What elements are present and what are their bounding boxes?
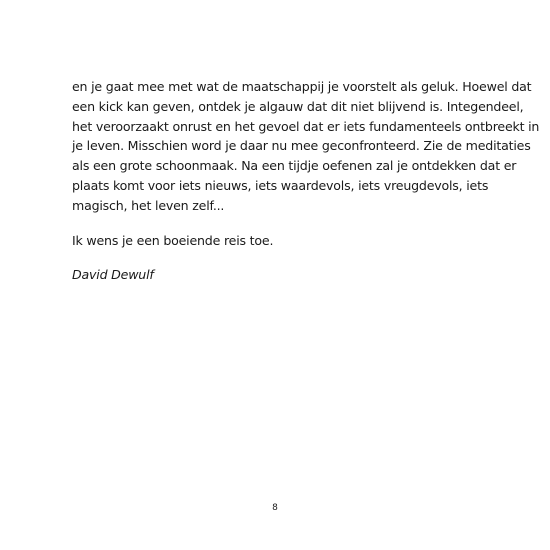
- body-text: [72, 77, 540, 285]
- paragraph-main: [72, 77, 540, 216]
- text-line: als een grote schoonmaak. Na een tijdje oefenen zal je ontdekken dat er: [72, 158, 517, 174]
- paragraph-spacer: [72, 250, 512, 265]
- text-line: het veroorzaakt onrust en het gevoel dat er iets fundamenteels ontbreekt in: [72, 118, 540, 134]
- paragraph-spacer: [72, 216, 512, 231]
- text-line: plaats komt voor iets nieuws, iets waardevols, iets vreugdevols, iets: [72, 177, 489, 193]
- paragraph-wish: Ik wens je een boeiende reis toe.: [72, 232, 274, 248]
- text-line: en je gaat mee met wat de maatschappij je voorstelt als geluk. Hoewel dat: [72, 79, 532, 94]
- text-line: je leven. Misschien word je daar nu mee geconfronteerd. Zie de meditaties: [72, 138, 531, 154]
- text-line: magisch, het leven zelf...: [72, 197, 225, 213]
- page-number: 8: [272, 503, 278, 513]
- author-signature: David Dewulf: [72, 267, 154, 283]
- text-line: een kick kan geven, ontdek je algauw dat dit niet blijvend is. Integendeel,: [72, 98, 524, 114]
